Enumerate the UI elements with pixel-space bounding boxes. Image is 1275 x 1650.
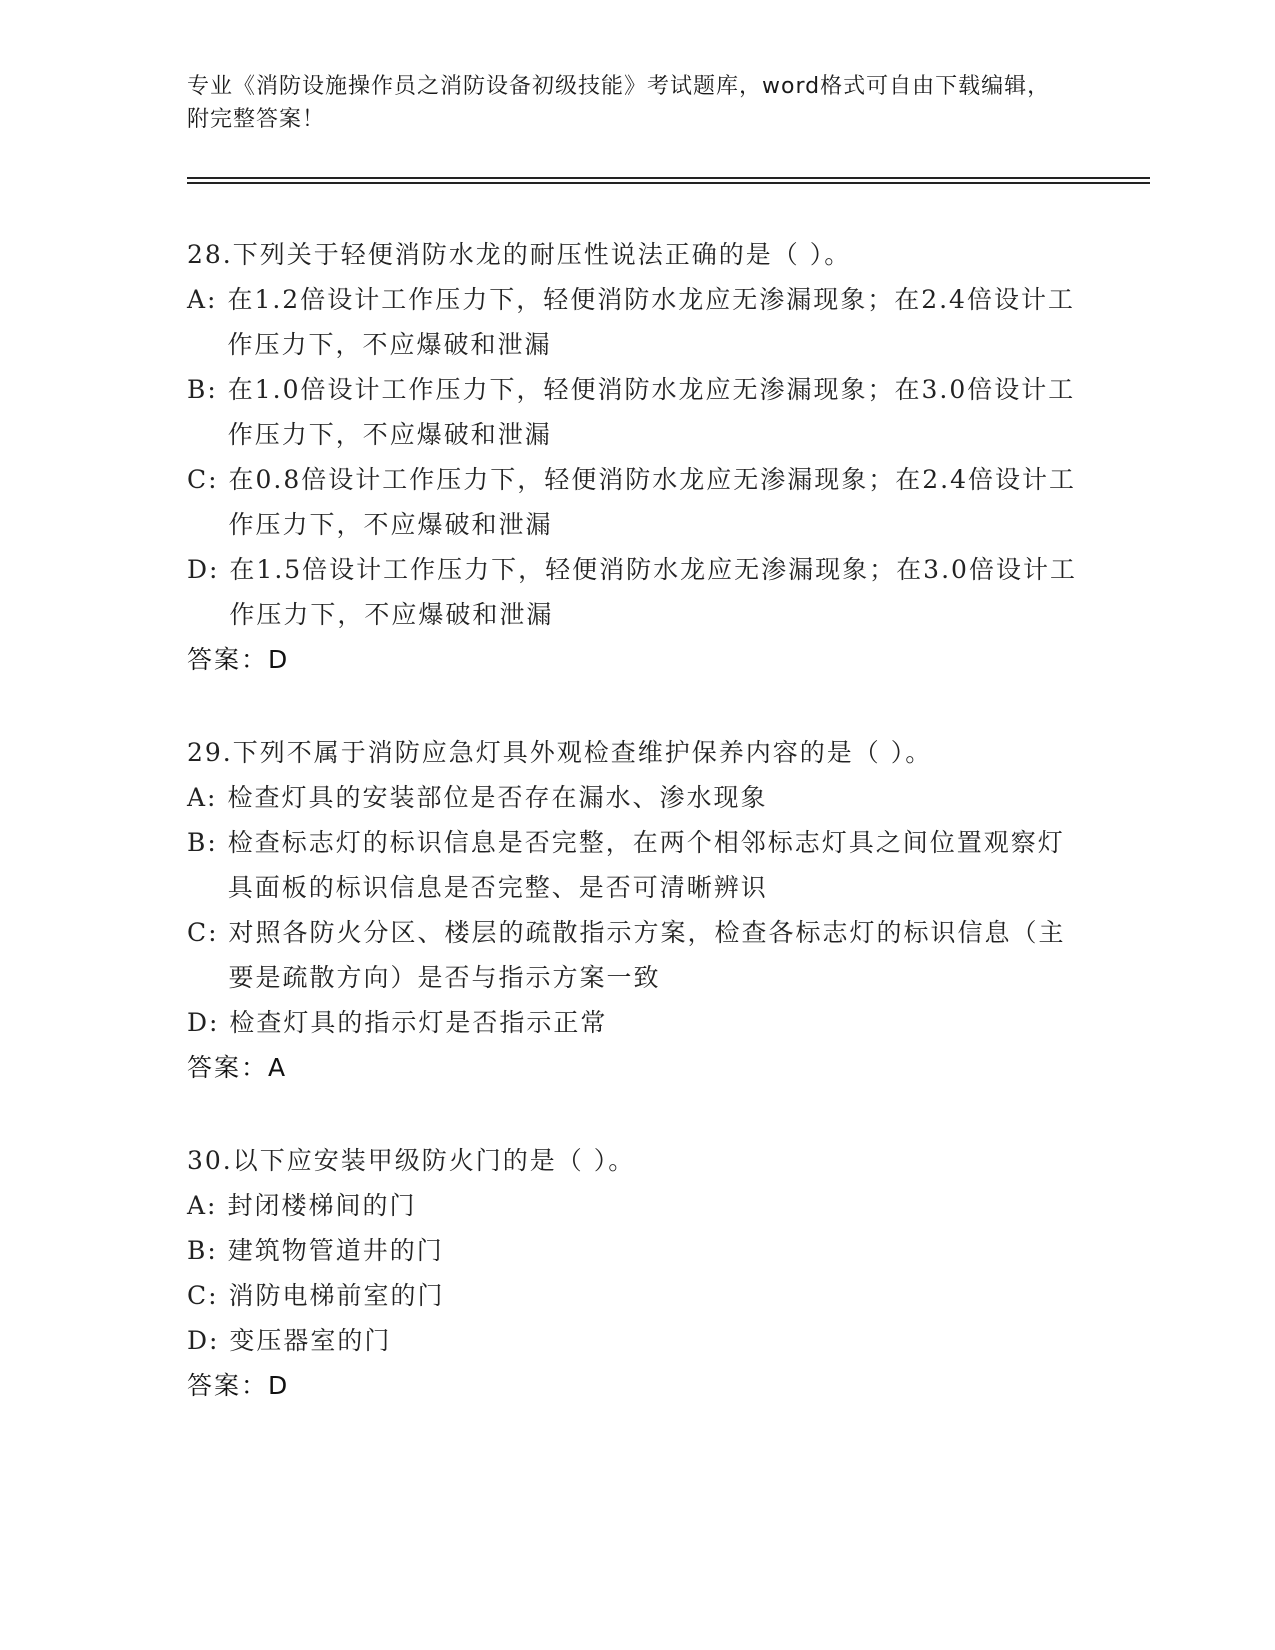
option-text: 在1.0倍设计工作压力下，轻便消防水龙应无渗漏现象；在3.0倍设计工作压力下，不应爆破和泄漏 <box>227 375 1076 449</box>
answer-label: 答案：D <box>187 645 290 674</box>
option-letter: B: <box>187 375 228 404</box>
option-letter: D: <box>187 1326 230 1355</box>
document-header: 专业《消防设施操作员之消防设备初级技能》考试题库，word格式可自由下载编辑，附完整答案！ <box>187 74 1051 132</box>
header-divider-bottom <box>187 182 1150 184</box>
option-a <box>187 775 1087 820</box>
option-letter: D: <box>187 1008 230 1037</box>
option-letter: A: <box>187 285 228 314</box>
question-stem: 30.以下应安装甲级防火门的是（ ）。 <box>187 1146 636 1175</box>
option-text: 在0.8倍设计工作压力下，轻便消防水龙应无渗漏现象；在2.4倍设计工作压力下，不应爆破和泄漏 <box>228 465 1077 539</box>
option-letter: C: <box>187 465 229 494</box>
option-text: 在1.2倍设计工作压力下，轻便消防水龙应无渗漏现象；在2.4倍设计工作压力下，不应爆破和泄漏 <box>227 285 1075 359</box>
option-text: 检查灯具的指示灯是否指示正常 <box>229 1008 608 1037</box>
option-b <box>187 367 1087 457</box>
option-text: 封闭楼梯间的门 <box>227 1191 417 1220</box>
option-text: 对照各防火分区、楼层的疏散指示方案，检查各标志灯的标识信息（主要是疏散方向）是否与指示方案一致 <box>228 918 1066 992</box>
answer-label: 答案：D <box>187 1371 290 1400</box>
question-29 <box>187 730 1087 1090</box>
option-a <box>187 1183 1087 1228</box>
header-divider-top <box>187 177 1150 179</box>
option-letter: B: <box>187 828 228 857</box>
option-d <box>187 547 1087 637</box>
option-c <box>187 910 1087 1000</box>
option-b <box>187 1228 1087 1273</box>
option-letter: A: <box>187 1191 228 1220</box>
option-d <box>187 1318 1087 1363</box>
option-text: 变压器室的门 <box>229 1326 392 1355</box>
option-letter: D: <box>187 555 230 584</box>
option-c <box>187 457 1087 547</box>
question-stem: 28.下列关于轻便消防水龙的耐压性说法正确的是（ ）。 <box>187 240 852 269</box>
option-text: 建筑物管道井的门 <box>227 1236 444 1265</box>
option-text: 在1.5倍设计工作压力下，轻便消防水龙应无渗漏现象；在3.0倍设计工作压力下，不应爆破和泄漏 <box>229 555 1077 629</box>
option-letter: C: <box>187 1281 229 1310</box>
option-letter: C: <box>187 918 229 947</box>
option-letter: B: <box>187 1236 228 1265</box>
option-text: 检查灯具的安装部位是否存在漏水、渗水现象 <box>227 783 768 812</box>
question-stem: 29.下列不属于消防应急灯具外观检查维护保养内容的是（ ）。 <box>187 738 933 767</box>
option-a <box>187 277 1087 367</box>
answer-label: 答案：A <box>187 1053 288 1082</box>
option-b <box>187 820 1087 910</box>
option-d <box>187 1000 1087 1045</box>
option-text: 消防电梯前室的门 <box>228 1281 445 1310</box>
option-letter: A: <box>187 783 228 812</box>
option-text: 检查标志灯的标识信息是否完整，在两个相邻标志灯具之间位置观察灯具面板的标识信息是否完整、是否可清晰辨识 <box>227 828 1065 902</box>
question-28 <box>187 232 1087 682</box>
question-30 <box>187 1138 1087 1408</box>
option-c <box>187 1273 1087 1318</box>
